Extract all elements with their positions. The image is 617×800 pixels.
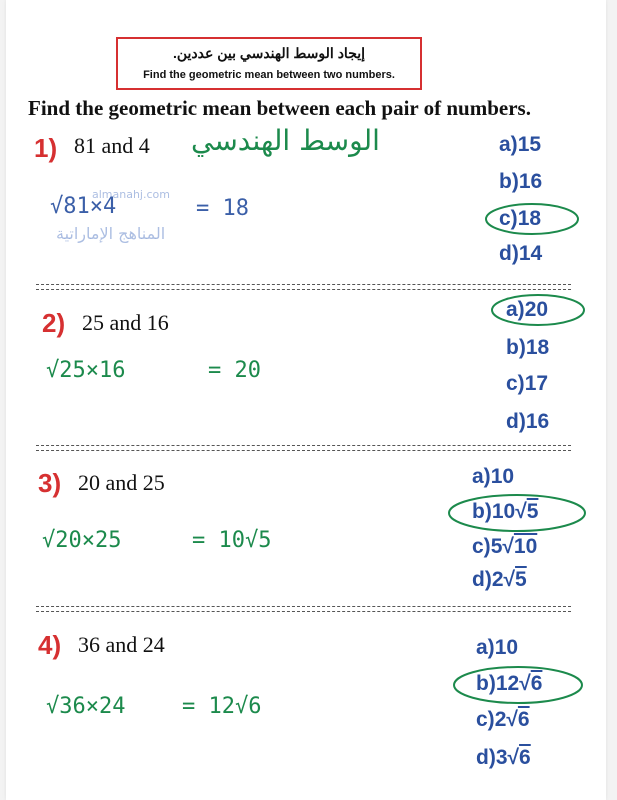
title-box: [116, 37, 422, 90]
question-3-number: 3): [38, 468, 62, 498]
separator-1: [36, 284, 571, 290]
q2-option-a: a)20: [506, 298, 549, 321]
watermark-arabic: المناهج الإماراتية: [56, 224, 166, 243]
q4-option-a: a)10: [476, 636, 519, 659]
question-3-text: 20 and 25: [78, 470, 165, 495]
question-4-work: √36×24: [46, 694, 126, 719]
q4-option-d: d)3√6: [476, 746, 531, 769]
q3-option-b: b)10√5: [472, 500, 539, 523]
q1-option-c: c)18: [499, 207, 542, 230]
q2-option-b: b)18: [506, 336, 550, 359]
question-4-number: 4): [38, 630, 62, 660]
q3-option-a: a)10: [472, 465, 515, 488]
q2-option-c: c)17: [506, 372, 549, 395]
question-1-work: √81×4: [50, 194, 117, 219]
english-title: Find the geometric mean between two numbers.: [143, 69, 395, 81]
separator-3: [36, 606, 571, 612]
question-2-work: √25×16: [46, 358, 126, 383]
q1-option-d: d)14: [499, 242, 543, 265]
question-2-number: 2): [42, 308, 66, 338]
question-3-work-result: = 10√5: [192, 528, 272, 553]
q3-option-d: d)2√5: [472, 568, 527, 591]
q1-option-b: b)16: [499, 170, 543, 193]
instruction-text: Find the geometric mean between each pair of numbers.: [28, 96, 531, 120]
q4-option-c: c)2√6: [476, 708, 530, 731]
question-1-number: 1): [34, 133, 58, 163]
q1-option-a: a)15: [499, 133, 542, 156]
worksheet-page: [6, 0, 606, 800]
q2-option-d: d)16: [506, 410, 550, 433]
arabic-title: إيجاد الوسط الهندسي بين عددين.: [172, 45, 366, 61]
question-2-text: 25 and 16: [82, 310, 169, 335]
question-1-handwritten-note: الوسط الهندسي: [191, 124, 380, 157]
separator-2: [36, 445, 571, 451]
q4-option-b: b)12√6: [476, 672, 543, 695]
question-4-text: 36 and 24: [78, 632, 165, 657]
question-4-work-result: = 12√6: [182, 694, 262, 719]
question-1-work-result: = 18: [196, 196, 249, 221]
question-1-text: 81 and 4: [74, 133, 150, 158]
question-2-work-result: = 20: [208, 358, 261, 383]
watermark-site: almanahj.com: [92, 188, 170, 201]
question-3-work: √20×25: [42, 528, 122, 553]
q3-option-c: c)5√10: [472, 535, 538, 558]
